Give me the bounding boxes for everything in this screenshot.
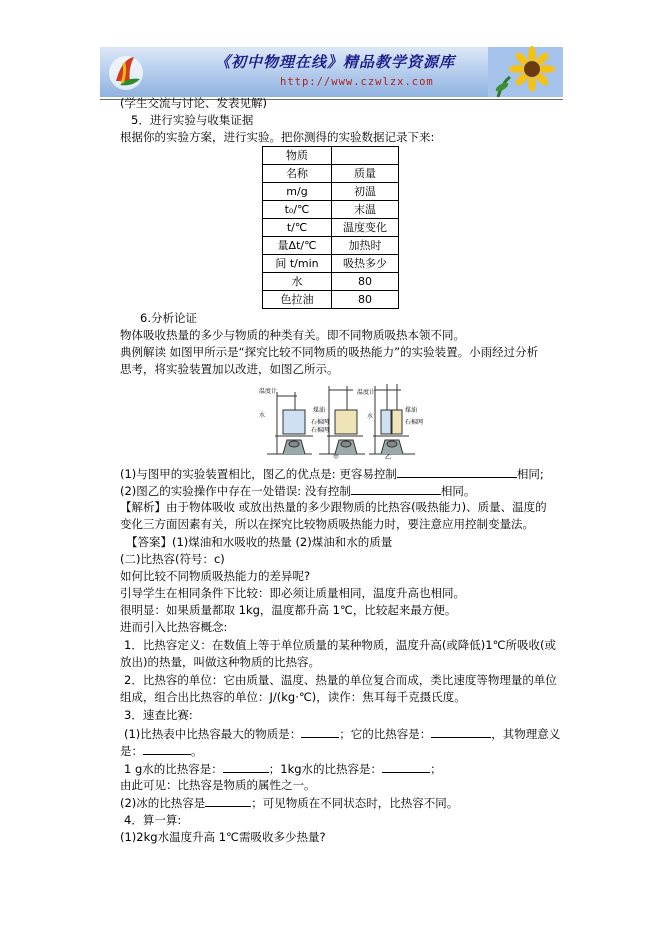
question-text: ，其物理意义 bbox=[491, 727, 561, 741]
section-heading: (二)比热容(符号：c) bbox=[120, 552, 225, 566]
answer-blank[interactable] bbox=[301, 725, 339, 738]
banner-url[interactable]: http://www.czwlzx.com bbox=[280, 76, 434, 88]
section-heading: 3．速查比赛: bbox=[124, 708, 193, 722]
header-banner bbox=[100, 47, 563, 97]
text-line: 进而引入比热容概念: bbox=[120, 620, 228, 634]
question-line bbox=[120, 742, 203, 759]
text-line: 放出)的热量，叫做这种物质的比热容。 bbox=[120, 655, 320, 669]
question-line: (1)2kg水温度升高 1℃需吸收多少热量? bbox=[120, 830, 326, 844]
fig-label: 石棉网 bbox=[311, 427, 330, 434]
fig-label: 温度计 bbox=[259, 388, 278, 395]
text-line: 物体吸收热量的多少与物质的种类有关。即不同物质吸热本领不同。 bbox=[120, 328, 465, 342]
question-line bbox=[120, 482, 475, 499]
answer-blank[interactable] bbox=[143, 742, 191, 755]
text-line: 思考，将实验装置加以改进，如图乙所示。 bbox=[120, 362, 339, 376]
question-line bbox=[120, 794, 458, 811]
table-cell bbox=[332, 147, 399, 165]
answer-blank[interactable] bbox=[205, 794, 251, 807]
table-cell: m/g bbox=[263, 183, 332, 201]
table-cell: 名称 bbox=[263, 165, 332, 183]
question-text: 是： bbox=[120, 744, 143, 758]
table-cell: 初温 bbox=[332, 183, 399, 201]
table-cell: 水 bbox=[263, 273, 332, 291]
fig-label: 水 bbox=[259, 412, 266, 419]
text-line: 1．比热容定义：在数值上等于单位质量的某种物质，温度升高(或降低)1℃所吸收(或 bbox=[124, 638, 557, 652]
text-line: 很明显：如果质量都取 1kg，温度都升高 1℃，比较起来最方便。 bbox=[120, 603, 457, 617]
table-row bbox=[263, 291, 399, 309]
answer-blank[interactable] bbox=[397, 465, 517, 478]
question-text: 相同; bbox=[516, 467, 544, 481]
table-cell: 80 bbox=[332, 273, 399, 291]
section-heading: 4．算一算: bbox=[124, 813, 182, 827]
question-text: 相同。 bbox=[440, 484, 476, 498]
question-text: 1 g水的比热容是： bbox=[124, 762, 223, 776]
table-row bbox=[263, 255, 399, 273]
fig-label: 温度计 bbox=[357, 389, 376, 396]
table-cell: 物质 bbox=[263, 147, 332, 165]
text-line: (学生交流与讨论、发表见解) bbox=[120, 96, 267, 110]
question-line bbox=[124, 725, 560, 742]
text-line: 5．进行实验与收集证据 bbox=[131, 113, 254, 127]
table-cell: 末温 bbox=[332, 201, 399, 219]
answer-blank[interactable] bbox=[431, 725, 491, 738]
table-cell: 加热时 bbox=[332, 237, 399, 255]
question-text: ；1kg水的比热容是： bbox=[268, 762, 383, 776]
analysis-line: 【解析】由于物体吸收 或放出热量的多少跟物质的比热容(吸热能力)、质量、温度的 bbox=[120, 500, 547, 514]
fig-label: 煤油 bbox=[405, 407, 418, 414]
banner-title: 《初中物理在线》精品教学资源库 bbox=[215, 53, 456, 71]
table-cell: 质量 bbox=[332, 165, 399, 183]
text-line: 由此可见：比热容是物质的属性之一。 bbox=[120, 778, 316, 792]
experiment-figure bbox=[257, 378, 424, 461]
fig-label: 甲 bbox=[333, 454, 340, 461]
question-text: (2)冰的比热容是 bbox=[120, 796, 206, 810]
text-line: 如何比较不同物质吸热能力的差异呢? bbox=[120, 569, 311, 583]
table-cell: t₀/℃ bbox=[263, 201, 332, 219]
answer-blank[interactable] bbox=[382, 760, 430, 773]
table-cell: 80 bbox=[332, 291, 399, 309]
text-line: 根据你的实验方案，进行实验。把你测得的实验数据记录下来: bbox=[120, 130, 435, 144]
text-line: 2．比热容的单位：它由质量、温度、热量的单位复合而成，类比速度等物理量的单位 bbox=[124, 673, 557, 687]
table-row bbox=[263, 165, 399, 183]
table-cell: 吸热多少 bbox=[332, 255, 399, 273]
question-line bbox=[120, 465, 544, 482]
text-line: 引导学生在相同条件下比较：即必须让质量相同，温度升高也相同。 bbox=[120, 586, 465, 600]
sunflower-image bbox=[488, 47, 563, 97]
analysis-line: 变化三方面因素有关，所以在探究比较物质吸热能力时，要注意应用控制变量法。 bbox=[120, 517, 534, 531]
table-row bbox=[263, 147, 399, 165]
table-row bbox=[263, 219, 399, 237]
question-text: (1)与图甲的实验装置相比，图乙的优点是: 更容易控制 bbox=[120, 467, 397, 481]
question-line bbox=[124, 760, 442, 777]
fig-label: 煤油 bbox=[313, 407, 326, 414]
fig-label: 石棉网 bbox=[311, 419, 330, 426]
answer-blank[interactable] bbox=[351, 482, 441, 495]
table-cell: 温度变化 bbox=[332, 219, 399, 237]
table-row bbox=[263, 237, 399, 255]
table-cell: 量Δt/℃ bbox=[263, 237, 332, 255]
text-line: 组成，组合出比热容的单位：J/(kg·℃)，读作：焦耳每千克摄氏度。 bbox=[120, 690, 466, 704]
table-row bbox=[263, 201, 399, 219]
fig-label: 石棉网 bbox=[405, 419, 424, 426]
table-row bbox=[263, 183, 399, 201]
data-table bbox=[262, 146, 399, 309]
table-cell: t/℃ bbox=[263, 219, 332, 237]
question-text: ；它的比热容是： bbox=[339, 727, 432, 741]
question-text: (2)图乙的实验操作中存在一处错误: 没有控制 bbox=[120, 484, 351, 498]
fig-label: 乙 bbox=[385, 454, 392, 461]
question-text: ；可见物质在不同状态时，比热容不同。 bbox=[251, 796, 459, 810]
answer-line: 【答案】(1)煤油和水吸收的热量 (2)煤油和水的质量 bbox=[126, 535, 393, 549]
answer-blank[interactable] bbox=[223, 760, 269, 773]
question-text: 。 bbox=[191, 744, 203, 758]
fig-label: 水 bbox=[367, 413, 374, 420]
section-heading: 6.分析论证 bbox=[140, 311, 197, 325]
table-cell: 间 t/min bbox=[263, 255, 332, 273]
table-row bbox=[263, 273, 399, 291]
question-text: ； bbox=[430, 762, 442, 776]
table-cell: 色拉油 bbox=[263, 291, 332, 309]
logo-icon bbox=[106, 51, 146, 93]
text-line: 典例解读 如图甲所示是“探究比较不同物质的吸热能力”的实验装置。小雨经过分析 bbox=[120, 345, 539, 359]
question-text: (1)比热表中比热容最大的物质是： bbox=[124, 727, 302, 741]
